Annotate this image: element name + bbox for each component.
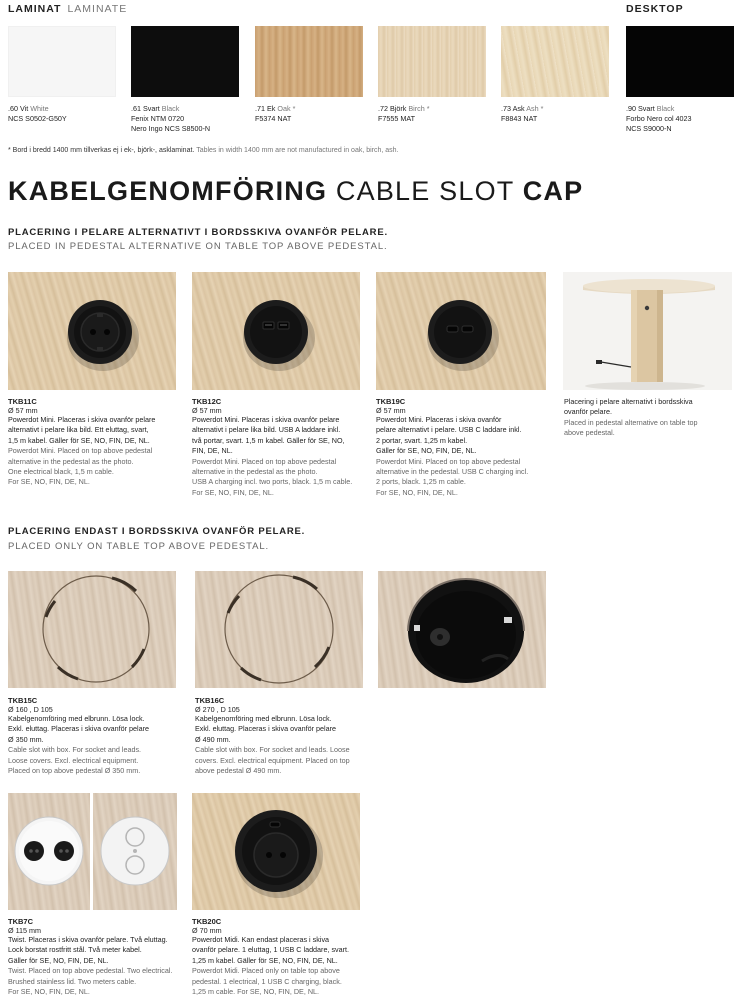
width-footnote: * Bord i bredd 1400 mm tillverkas ej i ek-, björk-, asklaminat. Tables in width 1400 mm are not manufactured in oak, birch, ash. [8, 147, 399, 154]
tkb7c-info: TKB7C Ø 115 mm Twist. Placeras i skiva ovanför pelare. Två eluttag. Lock borstat rostfritt stål. Två meter kabel. Gäller för SE, NO, FIN, DE, NL. Twist. Placed on top above pedestal. Two electrical. Brushed stainless lid. Two meters cable. For SE, NO, FIN, DE, NL. [8, 917, 188, 997]
tkb7c-photo-open [8, 793, 90, 910]
tkb12c-info: TKB12C Ø 57 mm Powerdot Mini. Placeras i skiva ovanför pelare alternativt i pelare lika bild. USB A laddare inkl. två portar, svart. 1,5 m kabel. Gäller för SE, NO, FIN, DE, NL. Powerdot Mini. Placed on top above pedestal alternative in the pedestal as the photo. USB A charging incl. two ports, black. 1,5 m cable. For SE, NO, FIN, DE, NL. [192, 397, 367, 498]
page-title-en: CABLE SLOT [335, 176, 514, 206]
tkb7c-code: TKB7C [8, 917, 34, 926]
tkb19c-code: TKB19C [376, 397, 406, 406]
swatch-label-birch: .72 Björk Birch * F7555 MAT [378, 104, 430, 123]
page-title-sv: KABELGENOMFÖRING [8, 176, 328, 206]
section2-heading-en: PLACED ONLY ON TABLE TOP ABOVE PEDESTAL. [8, 541, 270, 552]
tkb20c-diameter: Ø 70 mm [192, 926, 222, 935]
tkb7c-photo-closed [93, 793, 177, 910]
page-title [8, 176, 583, 207]
swatch-ash [501, 26, 609, 97]
laminate-heading-sv: LAMINAT [8, 3, 62, 15]
tkb11c-info: TKB11C Ø 57 mm Powerdot Mini. Placeras i skiva ovanför pelare alternativt i pelare lika bild. Ett eluttag, svart, 1,5 m kabel. Gäller för SE, NO, FIN, DE, NL. Powerdot Mini. Placed on top above pedestal alternative in the pedestal as the photo. One electrical black, 1,5 m cable. For SE, NO, FIN, DE, NL. [8, 397, 178, 488]
swatch-label-white: .60 Vit White NCS S0502-G50Y [8, 104, 67, 123]
tkb16c-code: TKB16C [195, 696, 225, 705]
tkb11c-code: TKB11C [8, 397, 37, 406]
section1-heading-sv: PLACERING I PELARE ALTERNATIVT I BORDSSKIVA OVANFÖR PELARE. [8, 227, 388, 238]
desktop-heading [626, 3, 684, 15]
swatch-label-black-forbo: .90 Svart Black Forbo Nero col 4023 NCS S9000-N [626, 104, 692, 133]
tkb20c-code: TKB20C [192, 917, 222, 926]
tkb15c-code: TKB15C [8, 696, 38, 705]
page-title-cap: CAP [522, 176, 584, 206]
swatch-oak [255, 26, 363, 97]
tkb12c-diameter: Ø 57 mm [192, 406, 222, 415]
tkb11c-photo [8, 272, 176, 390]
swatch-white [8, 26, 116, 97]
tkb20c-photo [192, 793, 360, 910]
tkb16c-photo [195, 571, 363, 688]
tkb15c-diameter: Ø 160 , D 105 [8, 705, 53, 714]
swatch-black-forbo [626, 26, 734, 97]
swatch-label-black-fenix: .61 Svart Black Fenix NTM 0720 Nero Ingo NCS S8500-N [131, 104, 211, 133]
tkb12c-photo [192, 272, 360, 390]
swatch-black-fenix [131, 26, 239, 97]
swatch-birch [378, 26, 486, 97]
tkb19c-diameter: Ø 57 mm [376, 406, 406, 415]
swatch-label-ash: .73 Ask Ash * F8843 NAT [501, 104, 544, 123]
laminate-heading [8, 3, 127, 15]
tkb7c-diameter: Ø 115 mm [8, 926, 42, 935]
tkb16c-info: TKB16C Ø 270 , D 105 Kabelgenomföring med elbrunn. Lösa lock. Exkl. eluttag. Placeras i skiva ovanför pelare Ø 490 mm. Cable slot with box. For socket and leads. Loose covers. Excl. electrical equipment. Placed on top above pedestal Ø 490 mm. [195, 696, 375, 776]
tkb12c-code: TKB12C [192, 397, 222, 406]
tkb15c-photo [8, 571, 176, 688]
tkb15c-info: TKB15C Ø 160 , D 105 Kabelgenomföring med elbrunn. Lösa lock. Exkl. eluttag. Placeras i skiva ovanför pelare Ø 350 mm. Cable slot with box. For socket and leads. Loose covers. Excl. electrical equipment. Placed on top above pedestal Ø 350 mm. [8, 696, 188, 776]
section1-heading-en: PLACED IN PEDESTAL ALTERNATIVE ON TABLE TOP ABOVE PEDESTAL. [8, 241, 388, 252]
tkb16c-diameter: Ø 270 , D 105 [195, 705, 240, 714]
open-cable-box-photo [378, 571, 546, 688]
laminate-heading-en: LAMINATE [67, 3, 128, 15]
tkb19c-photo [376, 272, 546, 390]
tkb19c-info: TKB19C Ø 57 mm Powerdot Mini. Placeras i skiva ovanför pelare alternativt i pelare. USB C laddare inkl. 2 portar, svart. 1,25 m kabel. Gäller för SE, NO, FIN, DE, NL. Powerdot Mini. Placed on top above pedestal alternative in the pedestal. USB C charging incl. 2 ports, black. 1,25 m cable. For SE, NO, FIN, DE, NL. [376, 397, 556, 498]
section2-heading-sv: PLACERING ENDAST I BORDSSKIVA OVANFÖR PELARE. [8, 526, 306, 537]
swatch-label-oak: .71 Ek Oak * F5374 NAT [255, 104, 296, 123]
pedestal-caption: Placering i pelare alternativt i bordsskiva ovanför pelare. Placed in pedestal alternative on table top above pedestal. [564, 397, 698, 438]
pedestal-table-photo [563, 272, 732, 390]
desktop-heading-label: DESKTOP [626, 3, 684, 15]
tkb11c-diameter: Ø 57 mm [8, 406, 38, 415]
tkb20c-info: TKB20C Ø 70 mm Powerdot Midi. Kan endast placeras i skiva ovanför pelare. 1 eluttag, 1 USB C laddare, svart. 1,25 m kabel. Gäller för SE, NO, FIN, DE, NL. Powerdot Midi. Placed only on table top above pedestal. 1 electrical, 1 USB C charging, black. 1,25 m cable. For SE, NO, FIN, DE, NL. [192, 917, 377, 997]
